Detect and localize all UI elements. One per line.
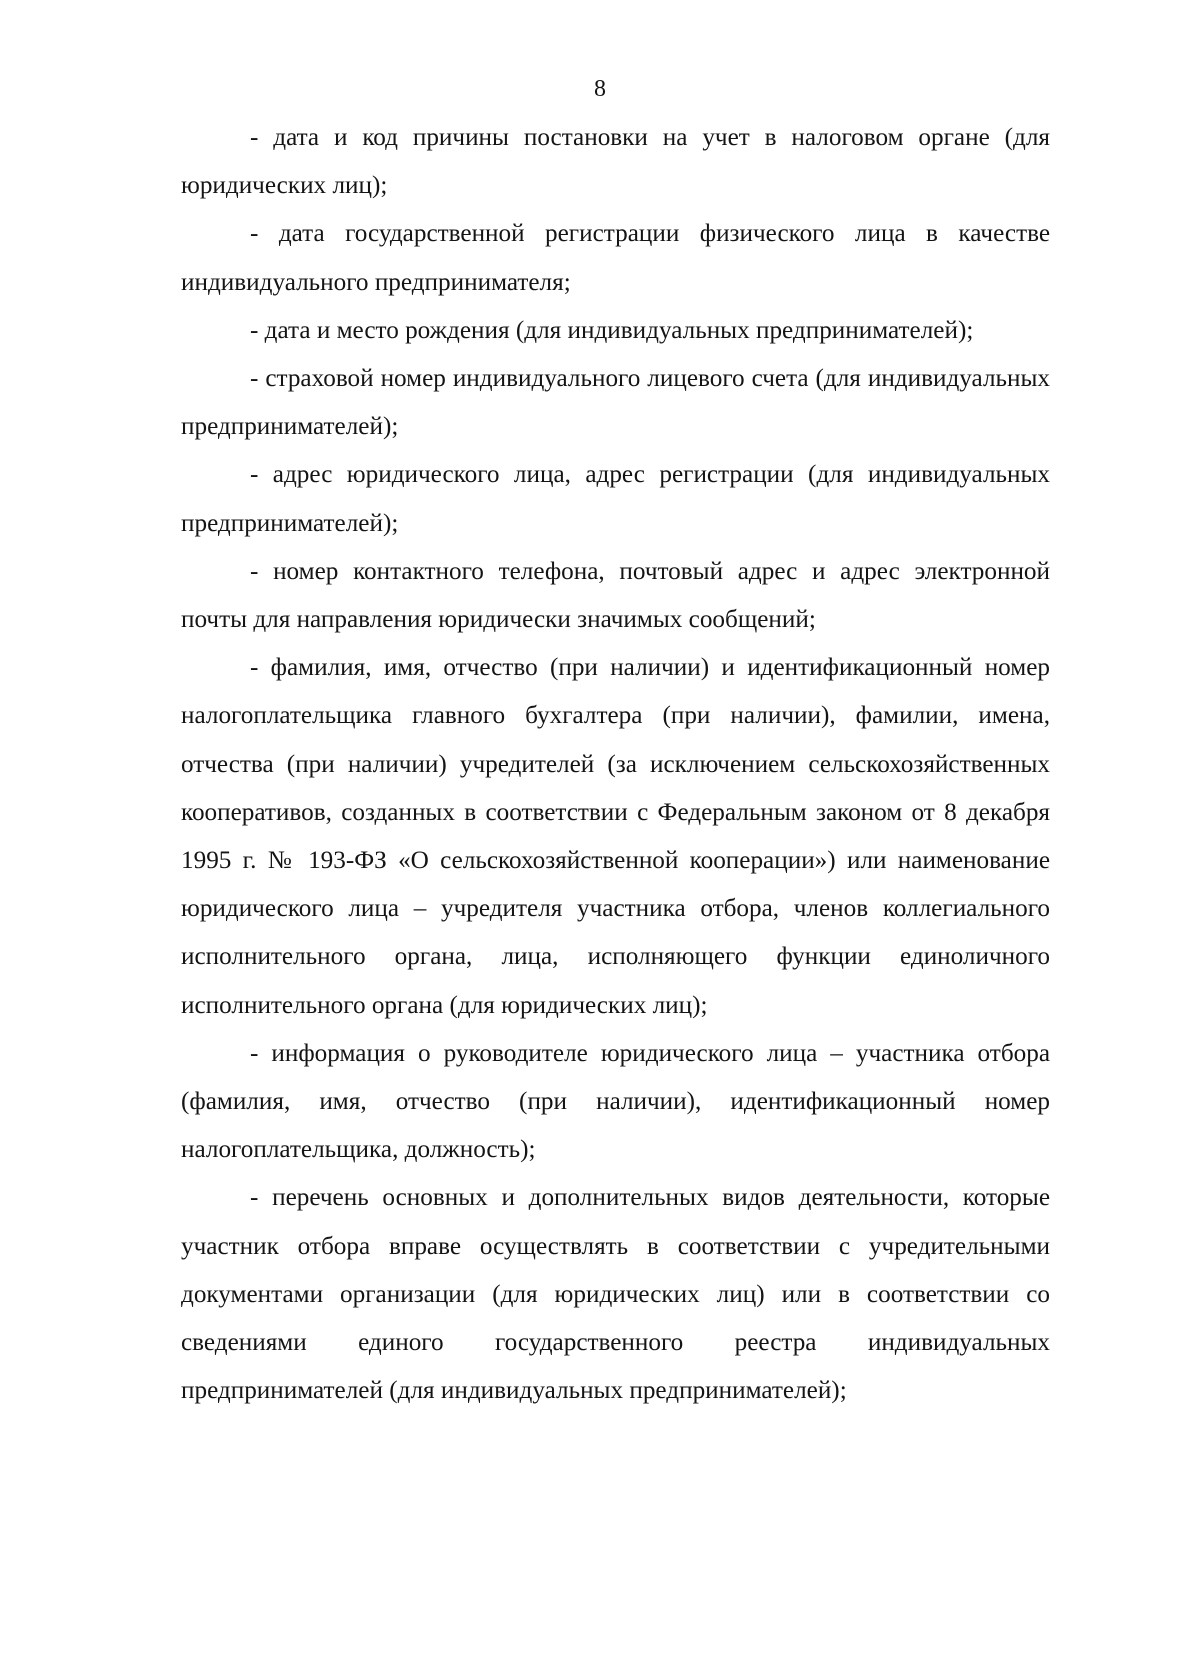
paragraph-activities: - перечень основных и дополнительных видов деятельности, которые участник отбора вправе осуществлять в соответствии с учредительными документами организации (для юридических лиц) или в соответствии со сведениями единого государственного реестра индивидуальных предпринимателей (для индивидуальных предпринимателей); [181,1184,1050,1405]
paragraph-birth-date-place: - дата и место рождения (для индивидуальных предпринимателей); [250,316,974,344]
paragraph-contacts: - номер контактного телефона, почтовый адрес и адрес электронной почты для направления юридически значимых сообщений; [181,557,1050,634]
document-body [181,114,1050,1415]
paragraph-head-info: - информация о руководителе юридического лица – участника отбора (фамилия, имя, отчество (при наличии), идентификационный номер налогоплательщика, должность); [181,1039,1050,1164]
page-number: 8 [594,76,606,102]
paragraph-kpp-date: - дата и код причины постановки на учет в налоговом органе (для юридических лиц); [181,124,1050,200]
paragraph-snils: - страховой номер индивидуального лицевого счета (для индивидуальных предпринимателей); [181,365,1050,441]
paragraph-address: - адрес юридического лица, адрес регистрации (для индивидуальных предпринимателей); [181,461,1050,537]
paragraph-registration-date: - дата государственной регистрации физического лица в качестве индивидуального предпринимателя; [181,220,1050,296]
paragraph-founders: - фамилия, имя, отчество (при наличии) и идентификационный номер налогоплательщика главного бухгалтера (при наличии), фамилии, имена, отчества (при наличии) учредителей (за исключением сельскохозяйственных кооперативов, созданных в соответствии с Федеральным законом от 8 декабря 1995 г. № 193-ФЗ «О сельскохозяйственной кооперации») или наименование юридического лица – учредителя участника отбора, членов коллегиального исполнительного органа, лица, исполняющего функции единоличного исполнительного органа (для юридических лиц); [181,654,1050,1019]
